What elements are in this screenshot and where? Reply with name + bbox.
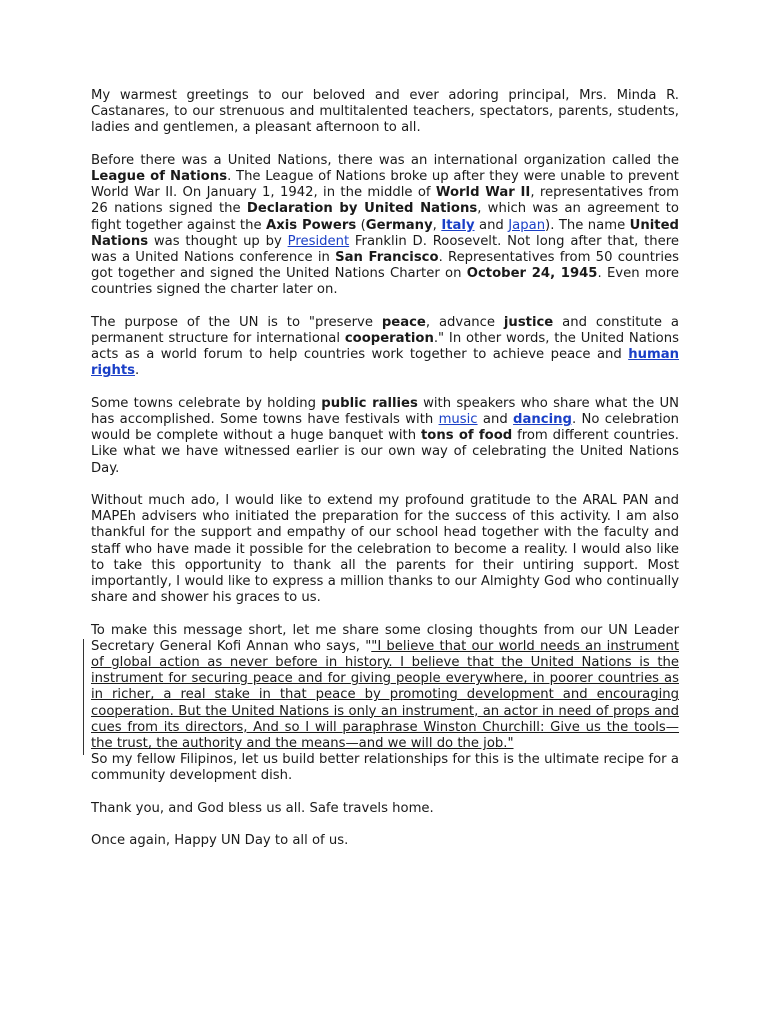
bold-term: peace	[381, 314, 426, 330]
text: To make this message short, let me share some closing thoughts from our UN Leader Secretary General Kofi Annan who says, "	[91, 622, 679, 654]
text: .	[135, 363, 140, 379]
bold-term: League of Nations	[91, 169, 228, 184]
history-paragraph	[91, 153, 679, 299]
bold-term: San Francisco	[335, 250, 439, 266]
text: . No celebration would be complete without a huge banquet with	[91, 412, 679, 444]
bold-term: World War II	[435, 185, 531, 201]
bold-term: tons of food	[420, 428, 513, 444]
text: and	[477, 412, 514, 428]
text: , which was an agreement to fight together against the	[91, 201, 679, 233]
bold-term: United Nations	[91, 217, 679, 249]
closing-paragraph	[91, 623, 679, 753]
text: from different countries. Like what we have witnessed earlier is our own way of celebrating the United Nations Day.	[91, 428, 679, 476]
text: Before there was a United Nations, there was an international organization called the	[91, 152, 679, 168]
text: (	[356, 217, 366, 233]
greeting-paragraph: My warmest greetings to our beloved and ever adoring principal, Mrs. Minda R. Castanares, to our strenuous and multitalented teachers, spectators, parents, students, ladies and gentlemen, a pleasant afternoon to all.	[91, 88, 679, 136]
closing-tail: So my fellow Filipinos, let us build better relationships for this is the ultimate recipe for a community development dish.	[91, 752, 679, 784]
bold-term: public rallies	[321, 395, 418, 411]
text: Some towns celebrate by holding	[91, 395, 322, 411]
un-day-line: Once again, Happy UN Day to all of us.	[91, 833, 349, 849]
text: Franklin D. Roosevelt. Not long after that, there was a United Nations conference in	[91, 233, 679, 266]
bold-term: justice	[503, 314, 554, 330]
text: , representatives from 26 nations signed the	[91, 185, 680, 217]
closing-thoughts-block	[91, 623, 679, 785]
text: The purpose of the UN is to "preserve	[91, 314, 382, 330]
link-italy[interactable]: Italy	[441, 217, 475, 233]
bold-term: cooperation	[344, 331, 434, 347]
text: was thought up by	[148, 233, 288, 249]
text: and constitute a permanent structure for international	[91, 314, 679, 347]
bold-term: Declaration by United Nations	[246, 201, 478, 217]
text: ,	[432, 217, 442, 233]
link-music[interactable]: music	[438, 412, 478, 428]
link-human-rights[interactable]: human rights	[91, 347, 679, 379]
thanks-line: Thank you, and God bless us all. Safe travels home.	[91, 800, 434, 816]
speech-body	[91, 88, 679, 866]
text: ." In other words, the United Nations acts as a world forum to help countries work together to achieve peace and	[91, 331, 679, 363]
annan-quote: "I believe that our world needs an instrument of global action as never before in history. I believe that the United Nations is the instrument for securing peace and for giving people everywhere, in poorer countries as in richer, a real stake in that peace by promoting development and encouraging cooperation. But the United Nations is only an instrument, an actor in need of props and cues from its directors, And so I will paraphrase Winston Churchill: Give us the tools—the trust, the authority and the means—and we will do the job."	[91, 638, 679, 752]
text: . Representatives from 50 countries got together and signed the United Nations Charter on	[91, 250, 679, 282]
purpose-paragraph	[91, 315, 679, 380]
margin-change-bar	[83, 639, 84, 755]
text: with speakers who share what the UN has accomplished. Some towns have festivals with	[91, 395, 679, 428]
bold-term: Axis Powers	[266, 217, 357, 233]
link-president[interactable]: President	[287, 233, 350, 249]
link-dancing[interactable]: dancing	[513, 412, 572, 428]
text: , advance	[425, 314, 504, 330]
link-japan[interactable]: Japan	[508, 217, 546, 233]
text: and	[474, 217, 509, 233]
gratitude-paragraph: Without much ado, I would like to extend my profound gratitude to the ARAL PAN and MAPEh advisers who initiated the preparation for the success of this activity. I am also thankful for the support and empathy of our school head together with the faculty and staff who have made it possible for the celebration to become a reality. I would also like to take this opportunity to thank all the parents for their untiring support. Most importantly, I would like to express a million thanks to our Almighty God who continually share and shower his graces to us.	[91, 493, 679, 606]
text: . Even more countries signed the charter later on.	[91, 266, 680, 298]
bold-term: Germany	[365, 217, 433, 233]
text: ). The name	[545, 217, 630, 233]
celebration-paragraph	[91, 396, 679, 477]
text: . The League of Nations broke up after they were unable to prevent World War II. On January 1, 1942, in the middle of	[91, 169, 679, 201]
bold-term: October 24, 1945	[466, 266, 598, 282]
